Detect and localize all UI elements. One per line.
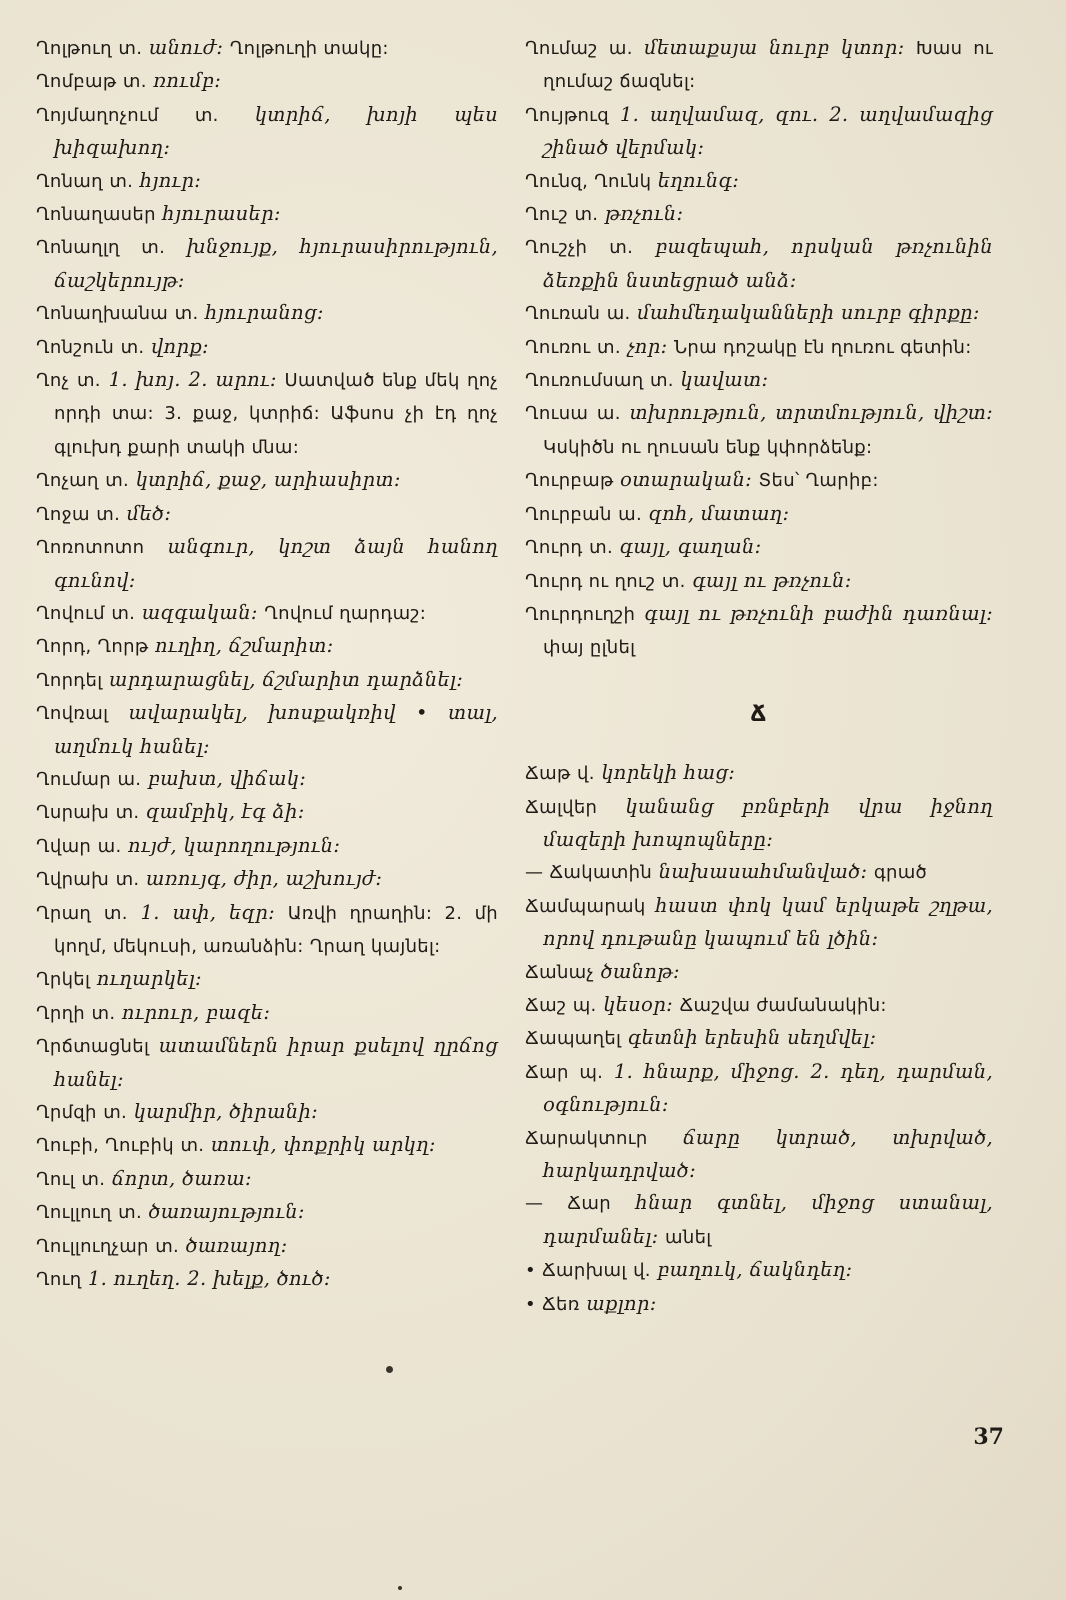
entry-headword: Ղորդել <box>36 669 103 691</box>
entry-definition: 1. ուղեղ. 2. խելք, ծուծ: <box>87 1267 331 1291</box>
entry-headword: Ղոչաղ <box>36 470 99 492</box>
entry-headword: Ղոնաղ <box>36 170 103 192</box>
dictionary-entry <box>525 198 993 231</box>
entry-headword: Ճանաչ <box>525 961 595 983</box>
entry-abbreviation: տ. <box>589 537 613 559</box>
entry-headword: Ղվար <box>36 835 92 857</box>
entry-abbreviation: ա. <box>97 835 122 857</box>
section-letter-heading: Ճ <box>750 701 768 727</box>
dictionary-entry <box>525 1122 993 1188</box>
entry-definition: գայլ ու թռչունի բաժին դառնալ: <box>644 601 994 625</box>
entry-abbreviation: տ. <box>115 869 140 891</box>
dictionary-entry <box>36 1129 498 1162</box>
entry-abbreviation: ա. <box>606 303 631 325</box>
entry-definition: բաղուկ, ճակնդեղ: <box>657 1258 853 1282</box>
dictionary-entry <box>36 597 498 630</box>
entry-definition: անուժ: <box>148 36 224 59</box>
page-number: 37 <box>973 1424 1004 1450</box>
dictionary-entry <box>525 989 993 1022</box>
entry-definition: կանանց բռնբերի վրա իջնող մազերի խոպոպները: <box>543 794 994 851</box>
entry-abbreviation: տ. <box>155 1235 180 1257</box>
entry-definition: 1. հնարք, միջոց. 2. դեղ, դարման, օգնություն: <box>543 1059 993 1117</box>
dictionary-entry <box>36 1163 498 1196</box>
right-column-entries-before <box>525 32 993 665</box>
right-column-entries-after <box>525 757 993 1321</box>
entry-headword: Ճար <box>525 1061 569 1083</box>
dictionary-entry <box>36 763 498 796</box>
entry-abbreviation: տ. <box>194 104 219 126</box>
entry-headword: • Ճեռ <box>525 1293 580 1315</box>
dictionary-entry <box>36 364 498 464</box>
dictionary-entry <box>525 757 993 790</box>
entry-example: Նրա դոշակը էն ղուռու գետին: <box>673 336 972 358</box>
entry-definition: ճորտ, ծառա: <box>111 1166 252 1190</box>
entry-abbreviation: վ. <box>633 1260 651 1282</box>
entry-abbreviation: ա. <box>618 503 643 525</box>
entry-headword: Ղուրբան <box>525 503 612 525</box>
entry-definition: տխրություն, տրտմություն, վիշտ: <box>629 401 994 425</box>
entry-headword: Ղուրդ <box>525 537 583 559</box>
entry-abbreviation: տ. <box>122 71 147 93</box>
left-column <box>36 32 498 1296</box>
entry-headword: • Ճարխալ <box>525 1260 627 1282</box>
entry-headword: Ղուբի, Ղուբիկ <box>36 1135 174 1157</box>
entry-headword: Ղուլլուղչար <box>36 1235 149 1257</box>
dictionary-entry <box>36 697 498 763</box>
entry-headword: Ղորդ, Ղորթ <box>36 636 149 658</box>
dictionary-entry <box>525 498 993 531</box>
dictionary-entry <box>525 464 993 497</box>
entry-headword: Ղուռան <box>525 303 601 325</box>
entry-definition: զոհ, մատաղ: <box>648 501 790 525</box>
dictionary-entry <box>525 231 993 297</box>
entry-headword: Ղուշչի <box>525 237 588 259</box>
entry-abbreviation: տ. <box>118 1202 142 1224</box>
entry-headword: Ղսրախ <box>36 802 110 824</box>
entry-headword: Ղոմբաթ <box>36 71 117 93</box>
dictionary-entry <box>525 32 993 99</box>
entry-definition: կավատ: <box>680 368 769 392</box>
entry-example: փայ ըլնել <box>543 637 636 659</box>
entry-headword: Ղույթուզ <box>525 104 610 126</box>
entry-definition: բախտ, վիճակ: <box>147 766 307 790</box>
entry-headword: Ղուլ <box>36 1168 75 1190</box>
entry-definition: հնար գտնել, միջոց ստանալ, դարմանել: <box>543 1191 993 1248</box>
dictionary-entry <box>36 99 498 165</box>
dictionary-entry <box>525 297 993 330</box>
entry-definition: 1. աղվամազ, զու. 2. աղվամազից շինած վերմակ: <box>543 102 993 160</box>
entry-abbreviation: տ. <box>118 38 143 59</box>
entry-abbreviation: տ. <box>115 802 140 824</box>
entry-definition: օտարական: <box>620 468 753 492</box>
dictionary-entry <box>36 1263 498 1296</box>
entry-definition: ույժ, կարողություն: <box>127 833 341 857</box>
entry-abbreviation: տ. <box>141 237 166 259</box>
entry-example: Տես՝ Ղարիբ: <box>758 470 879 492</box>
dictionary-entry <box>525 956 993 989</box>
entry-headword: Ղրճտացնել <box>36 1036 150 1058</box>
entry-headword: Ճամպարակ <box>525 895 646 917</box>
dictionary-entry <box>36 297 498 330</box>
entry-abbreviation: ա. <box>608 38 633 59</box>
entry-definition: զամբիկ, էգ ձի: <box>145 800 305 824</box>
entry-headword: — Ճար <box>525 1193 611 1215</box>
entry-headword: Ճաշ <box>525 994 567 1016</box>
entry-definition: մեծ: <box>126 501 172 525</box>
entry-example: Ճաշվա ժամանակին: <box>679 994 887 1016</box>
entry-definition: բազեպահ, որսկան թռչունին ձեռքին նստեցրած անձ: <box>543 235 993 292</box>
entry-definition: մահմեդականների սուրբ գիրքը: <box>637 301 980 325</box>
entry-headword: Ղուրբաթ <box>525 470 614 492</box>
entry-definition: կեսօր: <box>603 992 673 1016</box>
dictionary-entry <box>36 1096 498 1129</box>
entry-headword: Ղումաշ <box>525 38 598 59</box>
entry-headword: Ղուլլուղ <box>36 1202 112 1224</box>
entry-definition: ուղարկել: <box>96 967 202 991</box>
dictionary-entry <box>525 1254 993 1287</box>
entry-abbreviation: տ. <box>180 1135 205 1157</box>
dictionary-entry <box>525 1288 993 1321</box>
entry-definition: անգուր, կոշտ ձայն հանող գունով: <box>54 535 498 592</box>
entry-definition: ուրուր, բազե: <box>121 1000 271 1024</box>
dictionary-entry <box>36 65 498 98</box>
dictionary-entry <box>36 464 498 497</box>
dictionary-entry <box>525 890 993 956</box>
entry-abbreviation: տ. <box>96 503 121 525</box>
entry-definition: հյուրանոց: <box>205 301 324 325</box>
entry-definition: ծառայող: <box>185 1233 288 1257</box>
dictionary-entry <box>525 1056 993 1122</box>
entry-headword: Ղումար <box>36 768 111 790</box>
dictionary-entry <box>525 397 993 464</box>
dictionary-entry <box>36 165 498 198</box>
entry-definition: մետաքսյա նուրբ կտոր: <box>644 36 905 59</box>
dictionary-entry <box>36 863 498 896</box>
dictionary-entry <box>36 498 498 531</box>
entry-abbreviation: տ. <box>105 470 130 492</box>
entry-abbreviation: տ. <box>174 303 199 325</box>
dictionary-entry <box>36 32 498 65</box>
entry-definition: կորեկի հաց: <box>601 761 736 785</box>
entry-definition: եղունգ: <box>657 168 740 192</box>
entry-headword: Ղրաղ <box>36 902 92 924</box>
entry-example: անել <box>665 1226 712 1248</box>
entry-headword: Ճաթ <box>525 763 571 785</box>
entry-definition: ատամներն իրար քսելով ղրճոց հանել: <box>54 1034 498 1091</box>
entry-abbreviation: տ. <box>574 204 599 226</box>
entry-definition: խնջույք, հյուրասիրություն, ճաշկերույթ: <box>54 235 499 292</box>
entry-headword: Ճալվեր <box>525 796 598 818</box>
entry-definition: 1. խոյ. 2. արու: <box>108 368 277 392</box>
entry-definition: ուղիղ, ճշմարիտ: <box>154 634 334 658</box>
dictionary-entry <box>525 99 993 165</box>
entry-headword: Ղոնաղխանա <box>36 303 169 325</box>
dictionary-entry <box>36 231 498 297</box>
dictionary-entry <box>36 664 498 697</box>
entry-abbreviation: պ. <box>572 994 597 1016</box>
entry-definition: գայլ, գաղան: <box>619 535 762 559</box>
entry-headword: Ղոռոտոտո <box>36 537 145 559</box>
entry-abbreviation: տ. <box>109 170 134 192</box>
entry-definition: վորք: <box>150 334 209 358</box>
entry-definition: 1. ափ, եզր: <box>140 900 275 924</box>
print-speck <box>386 1366 393 1373</box>
dictionary-entry <box>36 796 498 829</box>
entry-definition: ռումբ: <box>153 69 222 93</box>
entry-headword: Ղվրախ <box>36 869 110 891</box>
entry-headword: Ղոնշուն <box>36 336 115 358</box>
entry-abbreviation: ա. <box>117 768 142 790</box>
entry-headword: Ղուռու <box>525 336 591 358</box>
entry-example: Առվի ղրաղին: 2. մի կողմ, մեկուսի, առանձին: Ղրաղ կայնել: <box>54 902 498 957</box>
dictionary-entry <box>525 331 993 364</box>
dictionary-entry <box>36 997 498 1030</box>
entry-definition: հյուր: <box>139 168 202 192</box>
dictionary-entry <box>36 198 498 231</box>
entry-definition: ավարակել, խոսքակռիվ • տալ, աղմուկ հանել: <box>54 701 499 758</box>
entry-definition: աքլոր: <box>586 1291 657 1315</box>
entry-headword: Ղովում <box>36 602 105 624</box>
print-speck <box>398 1586 402 1590</box>
entry-headword: Ղուշ <box>525 204 568 226</box>
entry-example: գրած <box>873 862 928 884</box>
entry-definition: ճարը կտրած, տխրված, հարկադրված: <box>543 1125 994 1182</box>
entry-headword: Ղուղ <box>36 1269 82 1291</box>
entry-abbreviation: տ. <box>609 237 634 259</box>
entry-definition: հաստ փոկ կամ երկաթե շղթա, որով դութանը կապում են լծին: <box>543 893 993 951</box>
entry-example: Սատված ենք մեկ ղոչ որդի տա: 3. քաջ, կտրիճ: Աֆսոս չի էդ ղոչ գլուխդ քարի տակի մնա: <box>54 370 499 458</box>
dictionary-entry <box>525 531 993 564</box>
dictionary-entry <box>36 897 498 964</box>
dictionary-entry <box>525 364 993 397</box>
entry-headword: — Ճակատին <box>525 862 653 884</box>
dictionary-entry <box>525 598 993 665</box>
entry-abbreviation: տ. <box>661 570 686 592</box>
dictionary-entry <box>525 1187 993 1254</box>
entry-headword: Ղոլթուղ <box>36 38 112 59</box>
dictionary-entry <box>525 565 993 598</box>
entry-headword: Ղրկել <box>36 969 91 991</box>
entry-abbreviation: պ. <box>579 1061 604 1083</box>
dictionary-entry <box>525 791 993 857</box>
entry-definition: ազգական: <box>141 600 258 624</box>
dictionary-entry <box>36 331 498 364</box>
entry-definition: չոր: <box>627 334 668 358</box>
entry-headword: Ղոջա <box>36 503 90 525</box>
entry-abbreviation: ա. <box>596 403 621 425</box>
entry-abbreviation: տ. <box>597 336 621 358</box>
entry-headword: Ղուրդ ու ղուշ <box>525 570 656 592</box>
entry-headword: Ղուսա <box>525 403 589 425</box>
dictionary-entry <box>525 165 993 198</box>
entry-definition: ծանոթ: <box>600 959 680 983</box>
dictionary-entry <box>36 1230 498 1263</box>
entry-abbreviation: տ. <box>120 336 145 358</box>
dictionary-entry <box>525 856 993 889</box>
entry-headword: Ղուրդուղշի <box>525 603 636 625</box>
entry-example: Ղովում ղարդաշ: <box>264 602 427 624</box>
entry-abbreviation: տ. <box>103 902 128 924</box>
entry-definition: ծառայություն: <box>148 1200 305 1224</box>
entry-definition: գայլ ու թռչուն: <box>692 568 852 592</box>
right-column <box>525 32 993 1321</box>
entry-headword: Ղոնաղասեր <box>36 204 156 226</box>
dictionary-entry <box>36 1030 498 1096</box>
entry-definition: կարմիր, ծիրանի: <box>133 1100 319 1123</box>
entry-definition: հյուրասեր: <box>162 202 281 226</box>
entry-headword: Ղուռումսաղ <box>525 370 644 392</box>
entry-definition: առույգ, ժիր, աշխույժ: <box>145 867 383 891</box>
entry-headword: Ճարակտուր <box>525 1127 648 1149</box>
entry-headword: Ճապաղել <box>525 1028 622 1050</box>
entry-abbreviation: տ. <box>81 1168 106 1190</box>
entry-example: Կսկիծն ու ղուսան ենք կփորձենք: <box>543 436 873 458</box>
entry-example: Խաս ու ղումաշ ճազնել: <box>543 38 994 93</box>
entry-headword: Ղունզ, Ղունկ <box>525 170 652 192</box>
dictionary-entry <box>36 630 498 663</box>
entry-abbreviation: վ. <box>577 763 595 785</box>
entry-abbreviation: տ. <box>649 370 674 392</box>
dictionary-entry <box>36 1196 498 1229</box>
entry-definition: գետնի երեսին սեղմվել: <box>627 1026 877 1050</box>
entry-example: Ղոլթուղի տակը: <box>229 38 389 59</box>
entry-definition: կտրիճ, քաջ, արիասիրտ: <box>135 468 401 492</box>
dictionary-entry <box>36 830 498 863</box>
entry-definition: նախասահմանված: <box>658 860 868 884</box>
entry-headword: Ղովռալ <box>36 703 109 725</box>
entry-headword: Ղոյմաղոչում <box>36 104 159 126</box>
entry-abbreviation: տ. <box>103 1102 128 1123</box>
entry-headword: Ղրմզի <box>36 1102 97 1123</box>
entry-abbreviation: տ. <box>111 602 136 624</box>
entry-definition: կտրիճ, խոյի պես խիզախող: <box>54 102 499 160</box>
entry-headword: Ղոչ <box>36 370 70 392</box>
entry-definition: թռչուն: <box>604 202 684 226</box>
dictionary-entry <box>36 963 498 996</box>
entry-headword: Ղրղի <box>36 1002 85 1024</box>
dictionary-entry <box>525 1022 993 1055</box>
entry-definition: տուփ, փոքրիկ արկղ: <box>210 1133 436 1157</box>
entry-abbreviation: տ. <box>76 370 101 392</box>
entry-definition: արդարացնել, ճշմարիտ դարձնել: <box>108 667 464 691</box>
entry-headword: Ղոնաղլղ <box>36 237 120 259</box>
dictionary-entry <box>36 531 498 597</box>
entry-abbreviation: տ. <box>91 1002 116 1024</box>
